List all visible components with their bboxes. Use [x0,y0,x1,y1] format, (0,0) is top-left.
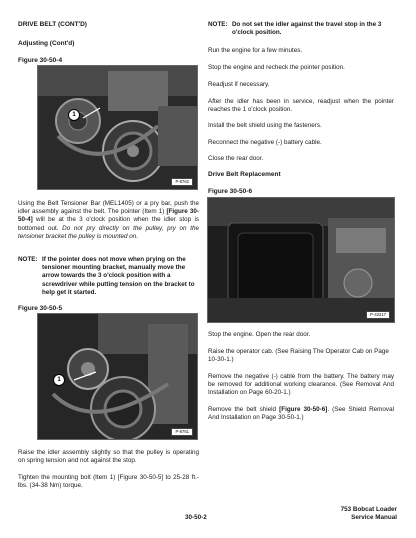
instruction-paragraph: Run the engine for a few minutes. [208,47,303,54]
instruction-paragraph: Using the Belt Tensioner Bar (MEL1405) or a pry bar, push the idler assembly against the belt. The pointer (Item 1) [Figure 30-50-4] will be at the 3 o'clock position when the idler stop is bottomed out. Do not pry directly on the pulley, pry on the tensioner bracket the pulley is mounted on. [18,200,199,240]
instruction-paragraph: Raise the idler assembly slightly so that the pulley is operating on spring tension and not against the stop. [18,449,199,465]
instruction-paragraph: Remove the belt shield [Figure 30-50-6]. (See Shield Removal And Installation on Page 30-50-1.) [208,406,394,422]
figure-code: P-8762 [171,178,193,186]
figure-30-50-5-photo [37,313,198,440]
section-title: Drive Belt Replacement [208,171,281,178]
note-text: Do not set the idler against the travel stop in the 3 o'clock position. [232,21,382,37]
instruction-paragraph: Install the belt shield using the fasteners. [208,122,322,129]
instruction-paragraph: Reconnect the negative (-) battery cable. [208,139,322,146]
figure-30-50-4-title: Figure 30-50-4 [18,57,63,64]
figure-code: P-8761 [171,428,193,436]
subsection-title: Adjusting (Cont'd) [18,40,75,47]
note-label: NOTE: [208,21,228,28]
note-block [18,256,199,297]
page-number: 30-50-2 [185,514,207,521]
callout-1: 1 [53,374,65,386]
figure-30-50-6-title: Figure 30-50-6 [208,188,253,195]
instruction-paragraph: Readjust if necessary. [208,81,270,88]
instruction-paragraph: Remove the negative (-) cable from the battery. The battery may be removed for additional working clearance. (See Removal And Installation on Page 60-20-1.) [208,373,394,397]
instruction-paragraph: After the idler has been in service, readjust when the pointer reaches the 1 o'clock position. [208,98,394,114]
instruction-paragraph: Tighten the mounting bolt (Item 1) [Figure 30-50-5] to 25-28 ft.-lbs. (34-38 Nm) torque. [18,474,199,490]
figure-30-50-5-title: Figure 30-50-5 [18,305,63,312]
figure-30-50-4-photo [37,65,198,190]
model-name: 753 Bobcat Loader [340,506,397,513]
instruction-paragraph: Close the rear door. [208,155,264,162]
note-label: NOTE: [18,256,38,263]
callout-1: 1 [68,109,80,121]
note-block [208,21,394,37]
note-text: If the pointer does not move when prying on the tensioner mounting bracket, manually move the arrow towards the 3 o'clock position with a screwdriver while putting tension on the bracket to help get it started. [42,256,195,296]
figure-30-50-6-photo [207,197,395,323]
figure-code: P-43217 [366,311,390,319]
instruction-paragraph: Stop the engine and recheck the pointer position. [208,64,345,71]
section-title: DRIVE BELT (CONT'D) [18,21,87,28]
manual-name: Service Manual [351,514,397,521]
instruction-paragraph: Raise the operator cab. (See Raising The Operator Cab on Page 10-30-1.) [208,348,389,364]
instruction-paragraph: Stop the engine. Open the rear door. [208,331,311,338]
